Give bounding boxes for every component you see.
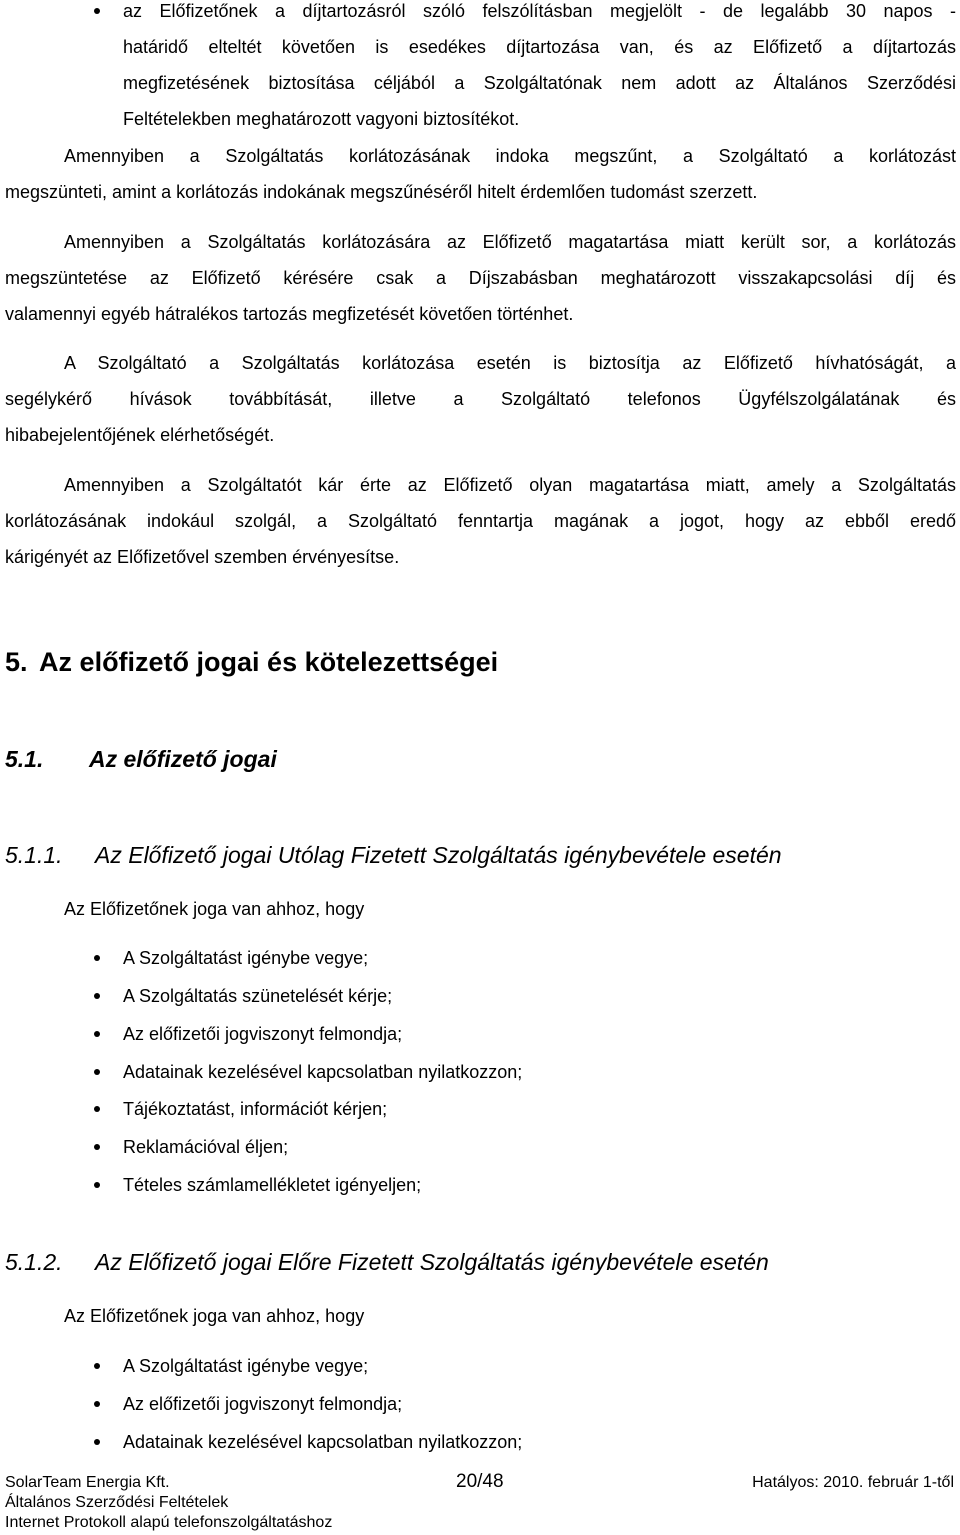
- section-number: 5.1.: [5, 746, 44, 772]
- bullet-icon: [94, 1182, 100, 1188]
- paragraph-line: hibabejelentőjének elérhetőségét.: [5, 425, 275, 445]
- list-item: Az előfizetői jogviszonyt felmondja;: [123, 1024, 403, 1044]
- list-item: Adatainak kezelésével kapcsolatban nyilatkozzon;: [123, 1432, 523, 1452]
- section-number: 5.1.2.: [5, 1249, 63, 1275]
- list-item: A Szolgáltatást igénybe vegye;: [123, 1356, 369, 1376]
- list-item: Tételes számlamellékletet igényeljen;: [123, 1175, 422, 1195]
- list-intro: Az Előfizetőnek joga van ahhoz, hogy: [64, 899, 365, 919]
- paragraph-line: megszünteti, amint a korlátozás indokának megszűnéséről hitelt érdemlően tudomást szerzett.: [5, 182, 758, 202]
- list-item: Adatainak kezelésével kapcsolatban nyilatkozzon;: [123, 1062, 523, 1082]
- list-intro: Az Előfizetőnek joga van ahhoz, hogy: [64, 1306, 365, 1326]
- footer-page-number: 20/48: [456, 1471, 504, 1492]
- bullet-text-line: az Előfizetőnek a díjtartozásról szóló felszólításban megjelölt - de legalább 30 napos -: [123, 1, 956, 21]
- paragraph-line: Amennyiben a Szolgáltatás korlátozására az Előfizető magatartása miatt került sor, a korlátozás: [64, 232, 956, 252]
- paragraph-line: Amennyiben a Szolgáltatás korlátozásának indoka megszűnt, a Szolgáltató a korlátozást: [64, 146, 956, 166]
- section-heading-5-1-2: [5, 1249, 769, 1276]
- list-item: Tájékoztatást, információt kérjen;: [123, 1099, 388, 1119]
- bullet-icon: [94, 1363, 100, 1369]
- paragraph-line: korlátozásának indokául szolgál, a Szolgáltató fenntartja magának a jogot, hogy az ebből eredő: [5, 511, 956, 531]
- bullet-icon: [94, 993, 100, 999]
- bullet-text-line: Feltételekben meghatározott vagyoni biztosítékot.: [123, 109, 520, 129]
- footer-doc-title: Általános Szerződési Feltételek: [5, 1494, 229, 1511]
- footer-doc-subtitle: Internet Protokoll alapú telefonszolgáltatáshoz: [5, 1514, 333, 1531]
- bullet-icon: [94, 8, 100, 14]
- bullet-text-line: határidő elteltét követően is esedékes díjtartozása van, és az Előfizető a díjtartozás: [123, 37, 956, 57]
- paragraph-line: segélykérő hívások továbbítását, illetve a Szolgáltató telefonos Ügyfélszolgálatának és: [5, 389, 956, 409]
- list-item: Reklamációval éljen;: [123, 1137, 289, 1157]
- section-title: Az előfizető jogai: [89, 746, 277, 772]
- section-heading-5: [5, 647, 498, 678]
- footer-company: SolarTeam Energia Kft.: [5, 1474, 170, 1491]
- bullet-icon: [94, 955, 100, 961]
- bullet-icon: [94, 1439, 100, 1445]
- section-title: Az Előfizető jogai Előre Fizetett Szolgáltatás igénybevétele esetén: [95, 1249, 769, 1275]
- bullet-icon: [94, 1031, 100, 1037]
- section-title: Az Előfizető jogai Utólag Fizetett Szolgáltatás igénybevétele esetén: [95, 842, 782, 868]
- section-heading-5-1-1: [5, 842, 782, 869]
- paragraph-line: Amennyiben a Szolgáltatót kár érte az Előfizető olyan magatartása miatt, amely a Szolgáltatás: [64, 475, 956, 495]
- bullet-icon: [94, 1144, 100, 1150]
- list-item: A Szolgáltatás szünetelését kérje;: [123, 986, 393, 1006]
- footer-effective-date: Hatályos: 2010. február 1-től: [752, 1474, 954, 1491]
- bullet-text-line: megfizetésének biztosítása céljából a Szolgáltatónak nem adott az Általános Szerződési: [123, 73, 956, 93]
- bullet-icon: [94, 1106, 100, 1112]
- bullet-icon: [94, 1401, 100, 1407]
- section-number: 5.1.1.: [5, 842, 63, 868]
- section-title: Az előfizető jogai és kötelezettségei: [39, 647, 499, 677]
- paragraph-line: A Szolgáltató a Szolgáltatás korlátozása esetén is biztosítja az Előfizető hívhatóságát, a: [64, 353, 956, 373]
- paragraph-line: megszüntetése az Előfizető kérésére csak a Díjszabásban meghatározott visszakapcsolási díj és: [5, 268, 956, 288]
- paragraph-line: valamennyi egyéb hátralékos tartozás megfizetését követően történhet.: [5, 304, 574, 324]
- section-heading-5-1: [5, 746, 277, 773]
- bullet-icon: [94, 1069, 100, 1075]
- list-item: Az előfizetői jogviszonyt felmondja;: [123, 1394, 403, 1414]
- paragraph-line: kárigényét az Előfizetővel szemben érvényesítse.: [5, 547, 400, 567]
- section-number: 5.: [5, 647, 28, 677]
- list-item: A Szolgáltatást igénybe vegye;: [123, 948, 369, 968]
